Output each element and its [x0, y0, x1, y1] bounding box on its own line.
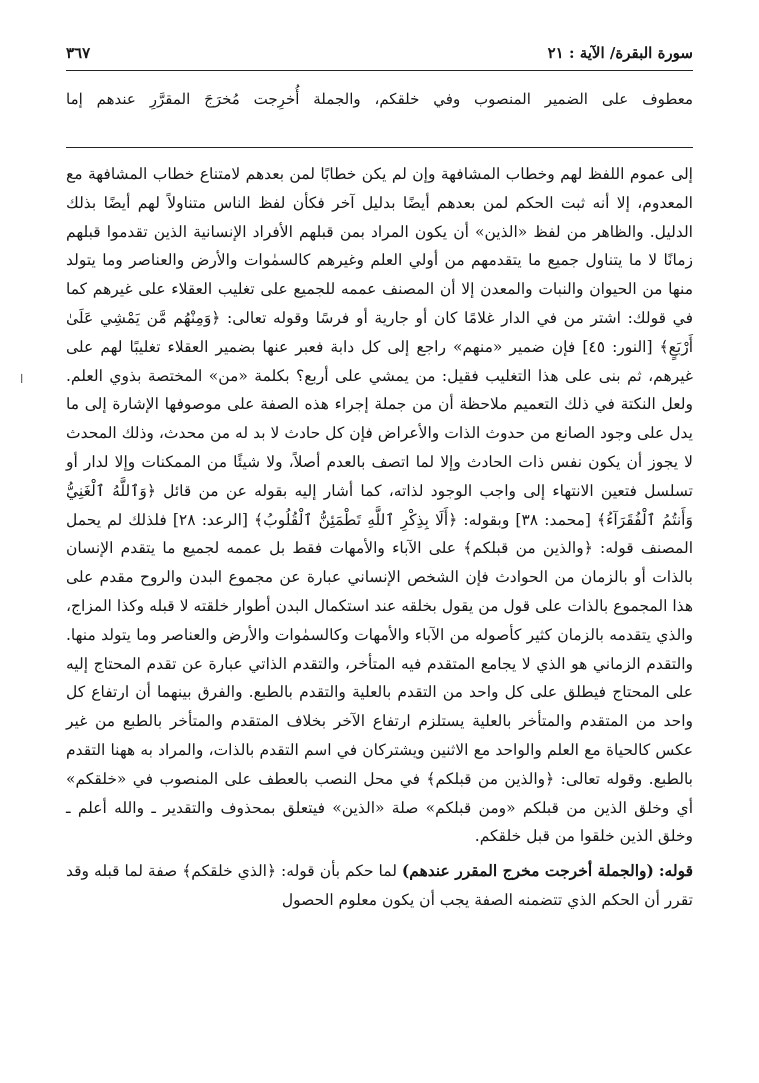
entry-text: لما حكم بأن قوله: ﴿الذي خلقكم﴾ صفة لما قبله وقد تقرر أن الحكم الذي تتضمنه الصفة يجب أن يكون معلوم الحصول [66, 862, 693, 909]
page-number: ٣٦٧ [66, 44, 91, 62]
commentary-paragraph: إلى عموم اللفظ لهم وخطاب المشافهة وإن لم يكن خطابًا لمن بعدهم لامتناع خطاب المشافهة مع المعدوم، إلا أنه ثبت الحكم لمن بعدهم أيضًا بدليل آخر فكأن لفظ الناس متناولاً لهم أيضًا بذلك الدليل. والظاهر من لفظ «الذين» أن يكون المراد بمن قبلهم الأفراد الإنسانية الذين تقدموا قبلهم زمانًا لا ما يتناول جميع ما يتقدمهم من أولي العلم وغيرهم كالسمٰوات والأرض والعناصر وما يتولد منها من الحيوان والنبات والمعدن إلا أن المصنف عممه للجميع على تغليب العقلاء على غيرهم كما في قولك: اشتر من في الدار غلامًا كان أو جارية أو فرسًا وقوله تعالى: ﴿وَمِنْهُم مَّن يَمْشِي عَلَىٰ أَرْبَعٍ﴾ [النور: ٤٥] فإن ضمير «منهم» راجع إلى كل دابة فعبر عنها بضمير العقلاء تغليبًا لهم على غيرهم، ثم بنى على هذا التغليب فقيل: من يمشي على أربع؟ بكلمة «من» المختصة بذوي العلم. ولعل النكتة في ذلك التعميم ملاحظة أن من جملة إجراء هذه الصفة على موصوفها الإشارة إلى ما يدل على وجود الصانع من حدوث الذات والأعراض فإن كل حادث لا بد له من محدث، وذلك المحدث لا يجوز أن يكون نفس ذات الحادث وإلا لما اتصف بالعدم أصلاً، ولا شيئًا من الممكنات وإلا لدار أو تسلسل فتعين الانتهاء إلى واجب الوجود لذاته، كما أشار إليه بقوله عن من قائل ﴿وَٱللَّهُ ٱلْغَنِيُّ وَأَنتُمُ ٱلْفُقَرَآءُ﴾ [محمد: ٣٨] وبقوله: ﴿أَلَا بِذِكْرِ ٱللَّهِ تَطْمَئِنُّ ٱلْقُلُوبُ﴾ [الرعد: ٢٨] فلذلك لم يحمل المصنف قوله: ﴿والذين من قبلكم﴾ على الآباء والأمهات فقط بل عممه لجميع ما يتقدم الإنسان بالذات أو بالزمان من الحوادث فإن الشخص الإنساني عبارة عن مجموع البدن والروح مقدم على هذا المجموع بالذات على قول من يقول بخلقه عند استكمال البدن أطوار خلقته لا قبله وكذا المزاج، والذي يتقدمه بالزمان كثير كأصوله من الآباء والأمهات وكالسمٰوات والأرض والعناصر وما يتولد منها. والتقدم الزماني هو الذي لا يجامع المتقدم فيه المتأخر، والتقدم الذاتي عبارة عن تقدم المحتاج إليه على المحتاج فيطلق على كل واحد من التقدم بالعلية والتقدم بالطبع. والفرق بينهما أن ارتفاع كل واحد من المتقدم والمتأخر بالعلية يستلزم ارتفاع الآخر بخلاف المتقدم والمتأخر بالطبع من غير عكس كالحياة مع العلم والواحد مع الاثنين ويشتركان في اسم التقدم بالذات، والمراد به ههنا التقدم بالطبع. وقوله تعالى: ﴿والذين من قبلكم﴾ في محل النصب بالعطف على المنصوب في «خلقكم» أي وخلق الذين من قبلكم «ومن قبلكم» صلة «الذين» فيتعلق بمحذوف والتقدير ـ والله أعلم ـ وخلق الذين خلقوا من قبل خلقكم. [66, 165, 693, 846]
margin-mark: ا [20, 372, 24, 386]
section-divider [66, 147, 693, 148]
running-header [66, 40, 693, 66]
tafsir-text-line: معطوف على الضمير المنصوب وفي خلقكم، والجملة أُخرِجت مُخرَجَ المقرَّرِ عندهم إما [66, 90, 693, 108]
entry-lemma: (والجملة أخرجت مخرج المقرر عندهم) [401, 861, 654, 881]
commentary-entry [66, 857, 693, 915]
surah-verse-title: سورة البقرة/ الآية : ٢١ [547, 44, 693, 62]
entry-label: قوله: [658, 861, 693, 881]
commentary-body [66, 160, 693, 915]
header-rule [66, 70, 693, 71]
